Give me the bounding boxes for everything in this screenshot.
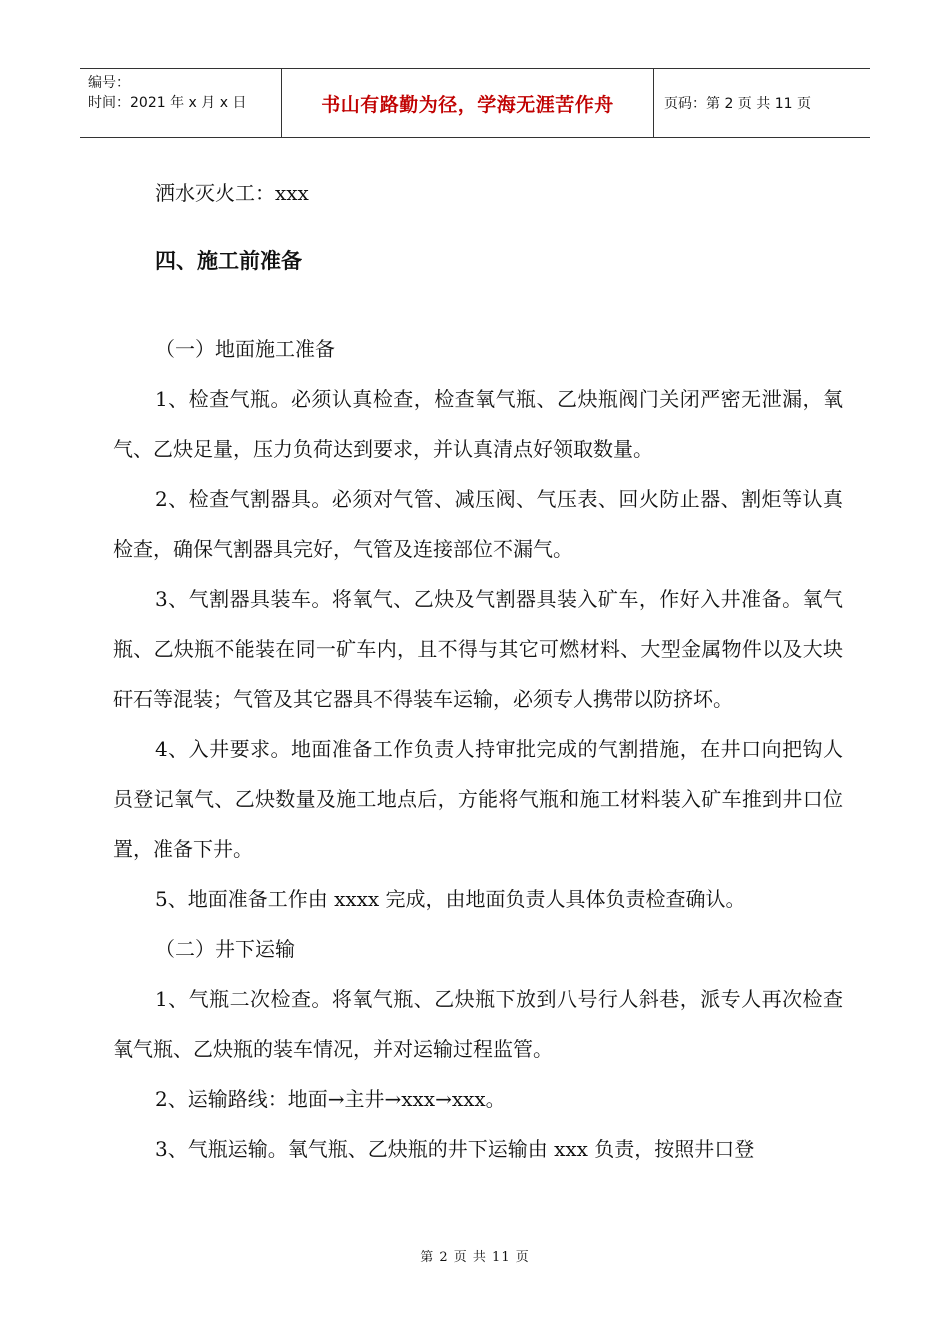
paragraph-staff: 洒水灭火工：xxx [155, 181, 309, 205]
section-heading: 四、施工前准备 [155, 248, 302, 273]
page-header [80, 68, 870, 138]
paragraph-item-4: 4、入井要求。地面准备工作负责人持审批完成的气割措施，在井口向把钩人员登记氧气、乙炔数量及施工地点后，方能将气瓶和施工材料装入矿车推到井口位置，准备下井。 [113, 737, 843, 861]
document-number-label: 编号： [88, 75, 130, 91]
paragraph-transport-2: 2、运输路线：地面→主井→xxx→xxx。 [155, 1087, 506, 1111]
paragraph-item-2: 2、检查气割器具。必须对气管、减压阀、气压表、回火防止器、割炬等认真检查，确保气割器具完好，气管及连接部位不漏气。 [113, 487, 843, 561]
paragraph-item-3: 3、气割器具装车。将氧气、乙炔及气割器具装入矿车，作好入井准备。氧气瓶、乙炔瓶不能装在同一矿车内，且不得与其它可燃材料、大型金属物件以及大块矸石等混装；气管及其它器具不得装车运输，必须专人携带以防挤坏。 [113, 587, 843, 711]
page-footer: 第 2 页 共 11 页 [420, 1250, 530, 1265]
header-motto: 书山有路勤为径，学海无涯苦作舟 [282, 69, 654, 137]
subsection-heading-underground: （二）井下运输 [155, 937, 295, 961]
header-meta [80, 69, 282, 137]
header-page-number: 页码：第 2 页 共 11 页 [664, 96, 811, 112]
subsection-heading-surface: （一）地面施工准备 [155, 337, 335, 361]
paragraph-transport-1: 1、气瓶二次检查。将氧气瓶、乙炔瓶下放到八号行人斜巷，派专人再次检查氧气瓶、乙炔瓶的装车情况，并对运输过程监管。 [113, 987, 843, 1061]
paragraph-item-1: 1、检查气瓶。必须认真检查，检查氧气瓶、乙炔瓶阀门关闭严密无泄漏，氧气、乙炔足量，压力负荷达到要求，并认真清点好领取数量。 [113, 387, 843, 461]
paragraph-transport-3: 3、气瓶运输。氧气瓶、乙炔瓶的井下运输由 xxx 负责，按照井口登 [155, 1137, 755, 1161]
document-body [113, 168, 843, 1174]
document-date-label: 时间：2021 年 x 月 x 日 [88, 95, 247, 111]
paragraph-item-5: 5、地面准备工作由 xxxx 完成，由地面负责人具体负责检查确认。 [155, 887, 746, 911]
